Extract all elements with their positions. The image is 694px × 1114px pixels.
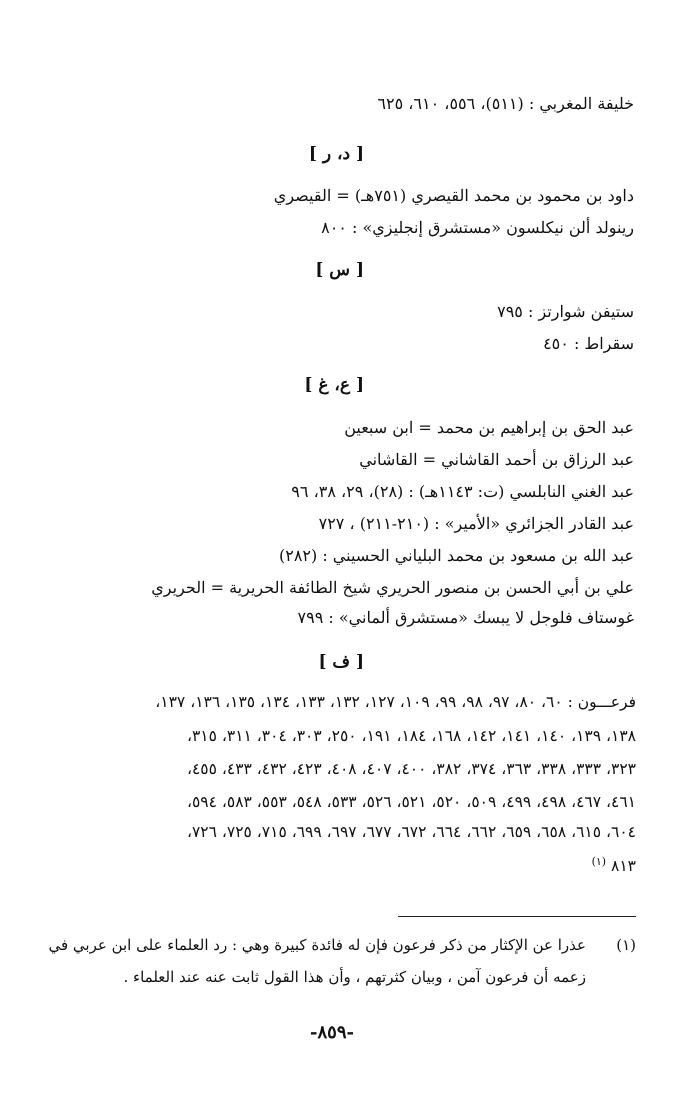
pharaoh-pages-line: فرعـــون : ٦٠، ٨٠، ٩٧، ٩٨، ٩٩، ١٠٩، ١٢٧، ١٣٢، ١٣٣، ١٣٤، ١٣٥، ١٣٦، ١٣٧، <box>155 693 636 711</box>
footnote-rule <box>398 916 636 917</box>
footnote-text: زعمه أن فرعون آمن ، وبيان كثرتهم ، وأن هذا القول ثابت عنه عند العلماء . <box>123 968 586 986</box>
index-entry: عبد الحق بن إبراهيم بن محمد = ابن سبعين <box>344 418 634 437</box>
section-heading-fa: [ ف ] <box>318 652 364 672</box>
footnote-text: عذرا عن الإكثار من ذكر فرعون فإن له فائدة كبيرة وهي : رد العلماء على ابن عربي في <box>48 936 586 954</box>
index-entry: غوستاف فلوجل لا يبسك «مستشرق ألماني» : ٧٩٩ <box>297 608 634 627</box>
pharaoh-pages-line: ٦٠٤، ٦١٥، ٦٥٨، ٦٥٩، ٦٦٢، ٦٦٤، ٦٧٢، ٦٧٧، ٦٩٧، ٦٩٩، ٧١٥، ٧٢٥، ٧٢٦، <box>186 823 636 841</box>
index-entry: علي بن أبي الحسن بن منصور الحريري شيخ الطائفة الحريرية = الحريري <box>151 578 634 597</box>
page-number: -٨٥٩- <box>310 1022 354 1043</box>
pharaoh-pages-line-last <box>592 850 636 878</box>
index-entry: خليفة المغربي : (٥١١)، ٥٥٦، ٦١٠، ٦٢٥ <box>377 94 634 113</box>
page-ref: ٨١٣ <box>611 857 636 876</box>
index-entry: داود بن محمود بن محمد القيصري (٧٥١هـ) = القيصري <box>273 186 634 205</box>
footnote-number: (١) <box>616 936 636 954</box>
pharaoh-pages-line: ١٣٨، ١٣٩، ١٤٠، ١٤١، ١٤٢، ١٦٨، ١٨٤، ١٩١، ٢٥٠، ٣٠٣، ٣٠٤، ٣١١، ٣١٥، <box>186 727 636 745</box>
index-entry: رينولد ألن نيكلسون «مستشرق إنجليزي» : ٨٠٠ <box>321 218 634 237</box>
index-entry: عبد القادر الجزائري «الأمير» : (٢١٠-٢١١) ، ٧٢٧ <box>318 514 634 533</box>
footnote-mark: (١) <box>591 855 607 868</box>
section-heading-dal-ra: [ د، ر ] <box>308 144 364 164</box>
pharaoh-pages-line: ٣٢٣، ٣٣٣، ٣٣٨، ٣٦٣، ٣٧٤، ٣٨٢، ٤٠٠، ٤٠٧، ٤٠٨، ٤٢٣، ٤٣٢، ٤٣٣، ٤٥٥، <box>186 760 636 778</box>
index-entry: سقراط : ٤٥٠ <box>543 334 634 353</box>
index-entry: ستيفن شوارتز : ٧٩٥ <box>497 302 634 321</box>
index-entry: عبد الغني النابلسي (ت: ١١٤٣هـ) : (٢٨)، ٢٩، ٣٨، ٩٦ <box>291 482 634 501</box>
section-heading-ayn-ghayn: [ ع، غ ] <box>304 375 364 395</box>
index-entry: عبد الرزاق بن أحمد القاشاني = القاشاني <box>359 450 634 469</box>
pharaoh-pages-line: ٤٦١، ٤٦٧، ٤٩٨، ٤٩٩، ٥٠٩، ٥٢٠، ٥٢١، ٥٢٦، ٥٣٣، ٥٤٨، ٥٥٣، ٥٨٣، ٥٩٤، <box>186 793 636 811</box>
index-entry: عبد الله بن مسعود بن محمد البلياني الحسيني : (٢٨٢) <box>278 546 634 565</box>
section-heading-sin: [ س ] <box>315 260 364 280</box>
